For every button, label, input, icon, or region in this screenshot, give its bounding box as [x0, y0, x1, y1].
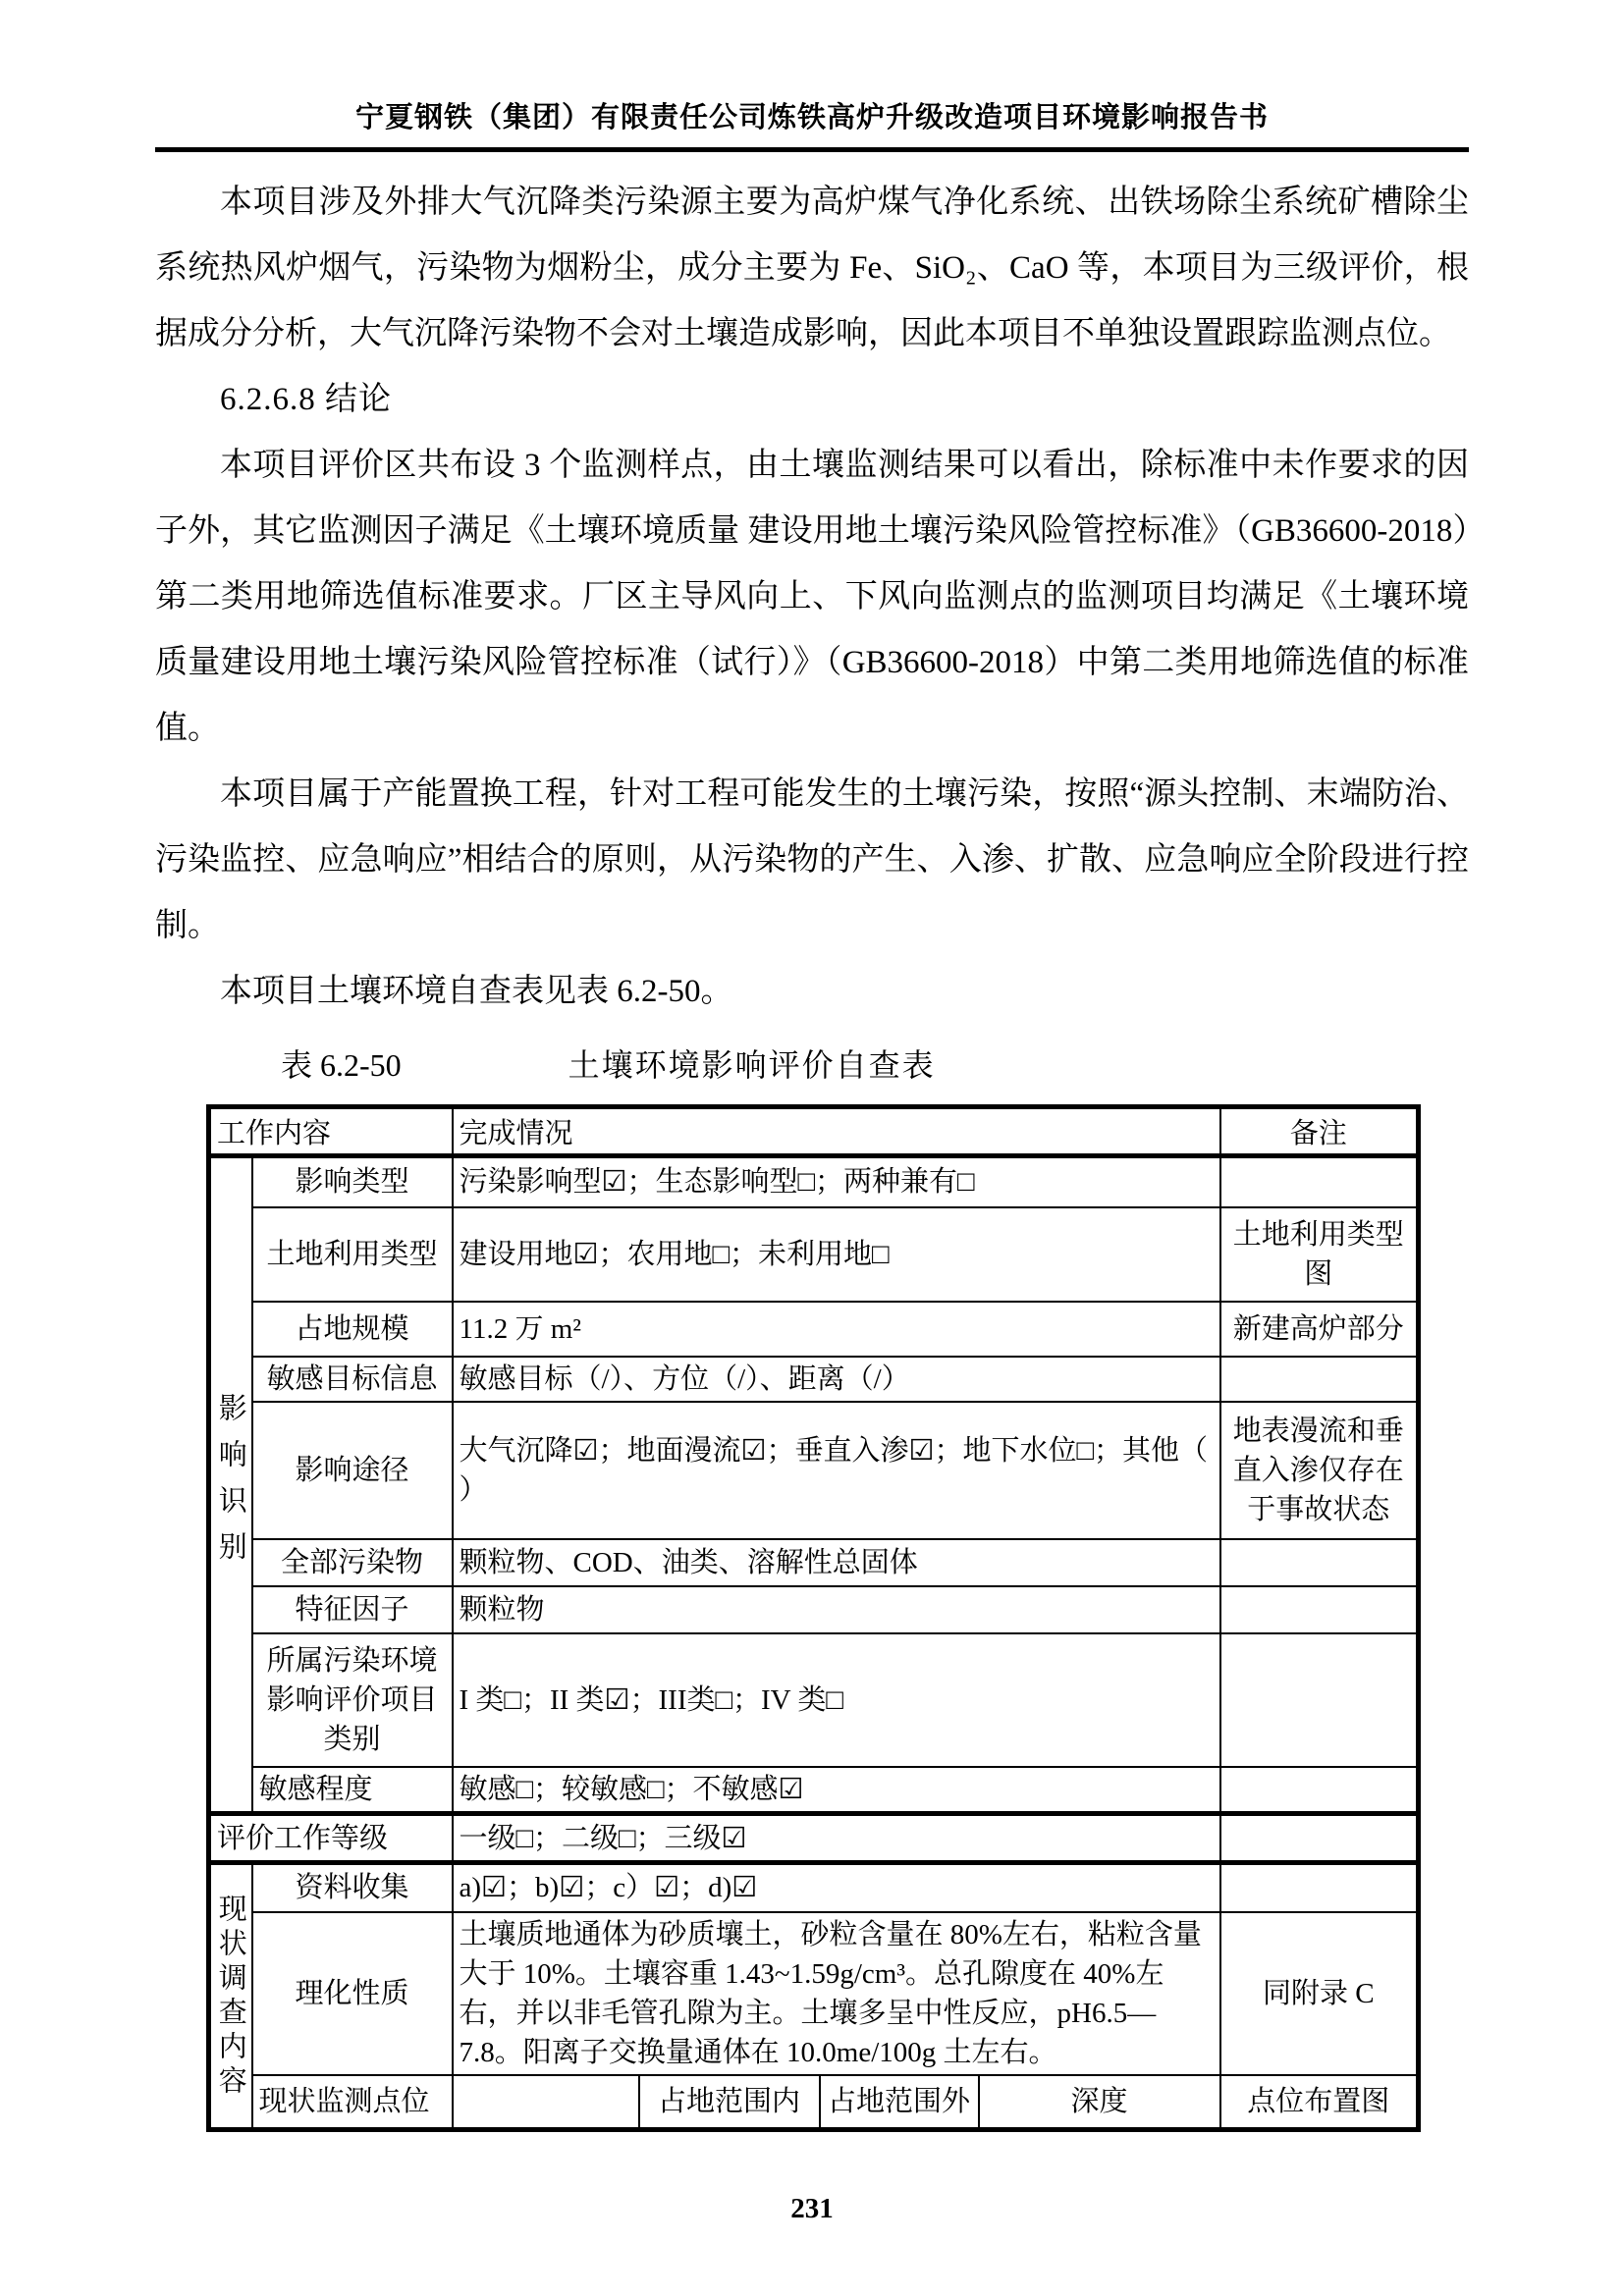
row-label: 评价工作等级 — [209, 1814, 453, 1863]
table-header-row — [209, 1107, 1419, 1156]
section-label-status-survey: 现状调查内容 — [209, 1863, 252, 2130]
page-header — [155, 98, 1469, 152]
table-row-impact-type — [209, 1156, 1419, 1207]
row-value: 颗粒物 — [453, 1586, 1220, 1633]
monitor-cell-outside-area: 占地范围外 — [820, 2075, 979, 2130]
soil-self-check-table — [206, 1104, 1421, 2132]
monitor-cell-depth: 深度 — [979, 2075, 1220, 2130]
row-value: 建设用地☑；农用地□；未利用地□ — [453, 1207, 1220, 1302]
row-remark — [1220, 1814, 1419, 1863]
table-caption — [155, 1039, 1469, 1093]
table-row-sensitivity-degree — [209, 1767, 1419, 1814]
table-row-land-use-type — [209, 1207, 1419, 1302]
row-remark — [1220, 1357, 1419, 1402]
table-row-impact-pathway — [209, 1402, 1419, 1539]
row-value: 污染影响型☑；生态影响型□；两种兼有□ — [453, 1156, 1220, 1207]
row-value: 敏感□；较敏感□；不敏感☑ — [453, 1767, 1220, 1814]
row-remark: 点位布置图 — [1220, 2075, 1419, 2130]
row-value: I 类□；II 类☑；III类□；IV 类□ — [453, 1633, 1220, 1767]
page-body — [155, 170, 1469, 2132]
col-header-completion: 完成情况 — [453, 1107, 1220, 1156]
row-value: 土壤质地通体为砂质壤土，砂粒含量在 80%左右，粘粒含量大于 10%。土壤容重 1.43~1.59g/cm³。总孔隙度在 40%左右，并以非毛管孔隙为主。土壤多呈中性反应，pH6.5—7.8。阳离子交换量通体在 10.0me/100g 土左右。 — [453, 1912, 1220, 2075]
row-remark: 同附录 C — [1220, 1912, 1419, 2075]
table-caption-number: 表 6.2-50 — [281, 1047, 402, 1083]
row-remark: 地表漫流和垂直入渗仅存在于事故状态 — [1220, 1402, 1419, 1539]
row-remark — [1220, 1863, 1419, 1912]
row-label: 影响途径 — [252, 1402, 453, 1539]
row-label: 敏感目标信息 — [252, 1357, 453, 1402]
table-row-land-area — [209, 1302, 1419, 1357]
row-value: 大气沉降☑；地面漫流☑；垂直入渗☑；地下水位□；其他（ ） — [453, 1402, 1220, 1539]
row-remark — [1220, 1156, 1419, 1207]
col-header-remark: 备注 — [1220, 1107, 1419, 1156]
row-label: 全部污染物 — [252, 1539, 453, 1586]
monitor-cell-inside-area: 占地范围内 — [639, 2075, 820, 2130]
row-label: 理化性质 — [252, 1912, 453, 2075]
row-value: 一级□；二级□；三级☑ — [453, 1814, 1220, 1863]
row-remark — [1220, 1539, 1419, 1586]
row-value: 颗粒物、COD、油类、溶解性总固体 — [453, 1539, 1220, 1586]
row-remark: 土地利用类型图 — [1220, 1207, 1419, 1302]
page-footer — [155, 2193, 1469, 2225]
row-remark — [1220, 1633, 1419, 1767]
section-label-impact-identification: 影响识别 — [209, 1156, 252, 1814]
table-caption-title: 土壤环境影响评价自查表 — [568, 1047, 936, 1083]
table-row-data-collection — [209, 1863, 1419, 1912]
paragraph-table-reference: 本项目土壤环境自查表见表 6.2-50。 — [220, 974, 733, 1009]
row-label: 影响类型 — [252, 1156, 453, 1207]
row-label: 所属污染环境影响评价项目类别 — [252, 1633, 453, 1767]
row-label: 特征因子 — [252, 1586, 453, 1633]
section-heading-conclusion: 6.2.6.8 结论 — [220, 382, 392, 417]
row-label: 资料收集 — [252, 1863, 453, 1912]
table-row-sensitive-target-info — [209, 1357, 1419, 1402]
col-header-work-content: 工作内容 — [209, 1107, 453, 1156]
row-label: 占地规模 — [252, 1302, 453, 1357]
paragraph-air-deposition: 本项目涉及外排大气沉降类污染源主要为高炉煤气净化系统、出铁场除尘系统矿槽除尘系统热风炉烟气，污染物为烟粉尘，成分主要为 Fe、SiO₂、CaO 等，本项目为三级评价，根据成分分析，大气沉降污染物不会对土壤造成影响，因此本项目不单独设置跟踪监测点位。 — [155, 185, 1469, 351]
page-number: 231 — [790, 2193, 834, 2224]
header-title: 宁夏钢铁（集团）有限责任公司炼铁高炉升级改造项目环境影响报告书 — [354, 102, 1269, 133]
table-row-characteristic-factor — [209, 1586, 1419, 1633]
row-value: 11.2 万 m² — [453, 1302, 1220, 1357]
monitor-cell-empty — [453, 2075, 639, 2130]
row-remark — [1220, 1767, 1419, 1814]
paragraph-capacity-replacement: 本项目属于产能置换工程，针对工程可能发生的土壤污染，按照“源头控制、末端防治、污染监控、应急响应”相结合的原则，从污染物的产生、入渗、扩散、应急响应全阶段进行控制。 — [155, 776, 1469, 943]
row-label: 敏感程度 — [252, 1767, 453, 1814]
table-row-physicochemical-properties — [209, 1912, 1419, 2075]
table-row-all-pollutants — [209, 1539, 1419, 1586]
row-label: 土地利用类型 — [252, 1207, 453, 1302]
row-remark — [1220, 1586, 1419, 1633]
paragraph-monitoring-results: 本项目评价区共布设 3 个监测样点，由土壤监测结果可以看出，除标准中未作要求的因子外，其它监测因子满足《土壤环境质量 建设用地土壤污染风险管控标准》（GB36600-2018）第二类用地筛选值标准要求。厂区主导风向上、下风向监测点的监测项目均满足《土壤环境质量建设用地土壤污染风险管控标准（试行）》（GB36600-2018）中第二类用地筛选值的标准值。 — [155, 448, 1469, 746]
row-value: 敏感目标（/）、方位（/）、距离（/） — [453, 1357, 1220, 1402]
table-row-project-category — [209, 1633, 1419, 1767]
row-value: a)☑；b)☑；c）☑；d)☑ — [453, 1863, 1220, 1912]
row-label: 现状监测点位 — [252, 2075, 453, 2130]
table-row-status-monitoring-points — [209, 2075, 1419, 2130]
row-remark: 新建高炉部分 — [1220, 1302, 1419, 1357]
table-row-evaluation-grade — [209, 1814, 1419, 1863]
